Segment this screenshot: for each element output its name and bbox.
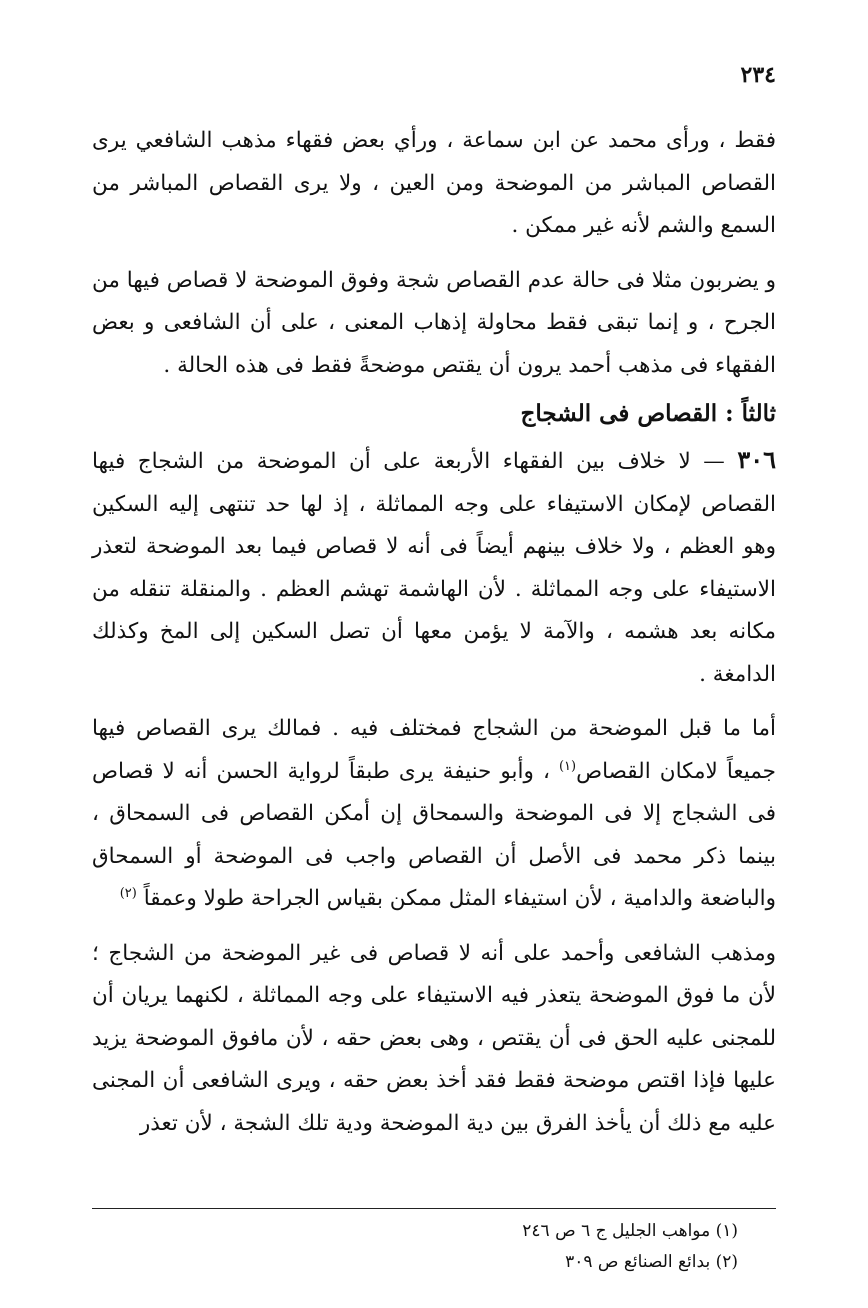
text-line: لامكان القصاص <box>576 758 718 784</box>
footnote-divider <box>92 1208 776 1209</box>
page-number: ٢٣٤ <box>740 62 776 88</box>
text-line: على وجه المماثلة . لأن الهاشمة تهشم العظم . والمنقلة تنقله من مكانه بعد هشمه ، <box>92 576 776 644</box>
text-line: القصاص المباشر من الموضحة ومن العين ، ولا يرى القصاص المباشر من السمع <box>92 170 776 238</box>
text-line: الشجاج إلا فى الموضحة والسمحاق إن أمكن القصاص فى السمحاق ، بينما ذكر <box>92 801 777 869</box>
text-line: فقط ، ورأى محمد عن ابن سماعة ، ورأي بعض فقهاء مذهب الشافعي يرى <box>92 128 776 153</box>
text-line: والشم لأنه غير ممكن . <box>511 213 714 238</box>
text-line: العظم ، ولا خلاف بينهم أيضاً فى أنه لا قصاص فيما بعد الموضحة لتعذر الاستيفاء <box>92 534 776 602</box>
paragraph-1 <box>92 120 776 248</box>
text-line: لأن استيفاء المثل ممكن بقياس الجراحة طولا وعمقاً <box>143 886 603 911</box>
text-line: ، وأبو حنيفة يرى طبقاً لرواية الحسن أنه لا قصاص فى <box>92 758 776 826</box>
footnote-ref-2[interactable]: (٢) <box>119 885 137 901</box>
text-line: — لا خلاف بين الفقهاء الأربعة على أن الموضحة من الشجاج فيها <box>92 449 725 474</box>
text-line: عليه مع ذلك أن يأخذ الفرق بين دية الموضحة ودية تلك الشجة ، لأن تعذر <box>139 1110 776 1136</box>
paragraph-3 <box>92 439 776 696</box>
footnotes <box>238 1216 738 1278</box>
footnote-2: (٢) بدائع الصنائع ص ٣٠٩ <box>565 1252 738 1272</box>
paragraph-4 <box>92 708 776 921</box>
text-line: لأن ما فوق الموضحة يتعذر فيه الاستيفاء على وجه المماثلة ، لكنهما يريان أن <box>92 983 776 1008</box>
text-line: و يضربون مثلا فى حالة عدم القصاص شجة وفوق الموضحة لا قصاص فيها <box>126 267 776 293</box>
footnote-1: (١) مواهب الجليل ج ٦ ص ٢٤٦ <box>522 1221 738 1241</box>
paragraph-2 <box>92 260 776 388</box>
text-line: والآمة لا يؤمن معها أن تصل السكين إلى المخ وكذلك الدامغة . <box>92 619 776 687</box>
footnote-ref-1[interactable]: (١) <box>558 758 577 774</box>
paragraph-5 <box>92 933 776 1146</box>
text-line: من الجرح ، و إنما تبقى فقط محاولة إذهاب المعنى ، على أن الشافعى و بعض الفقهاء <box>91 267 776 378</box>
section-heading: ثالثاً : القصاص فى الشجاج <box>520 400 776 427</box>
text-line: فإذا اقتص موضحة فقط فقد أخذ بعض حقه ، ويرى الشافعى أن المجنى <box>92 1068 726 1093</box>
text-line: أما ما قبل الموضحة من الشجاج فمختلف فيه . فمالك يرى القصاص فيها جميعاً <box>92 716 776 784</box>
text-line: القصاص لإمكان الاستيفاء على وجه المماثلة ، إذ لها حد تنتهى إليه السكين وهو <box>92 491 776 559</box>
paragraph-number: ٣٠٦ <box>737 445 776 474</box>
text-line: فى مذهب أحمد يرون أن يقتص موضحةً فقط فى هذه الحالة . <box>163 352 709 378</box>
text-line: للمجنى عليه الحق فى أن يقتص ، وهى بعض حقه ، لأن مافوق الموضحة يزيد عليها <box>92 1025 776 1093</box>
body-text <box>92 120 776 1145</box>
text-line: محمد فى الأصل أن القصاص واجب فى الموضحة أو السمحاق والباضعة والدامية ، <box>92 843 776 911</box>
text-line: ومذهب الشافعى وأحمد على أنه لا قصاص فى غير الموضحة من الشجاج ؛ <box>92 940 776 966</box>
